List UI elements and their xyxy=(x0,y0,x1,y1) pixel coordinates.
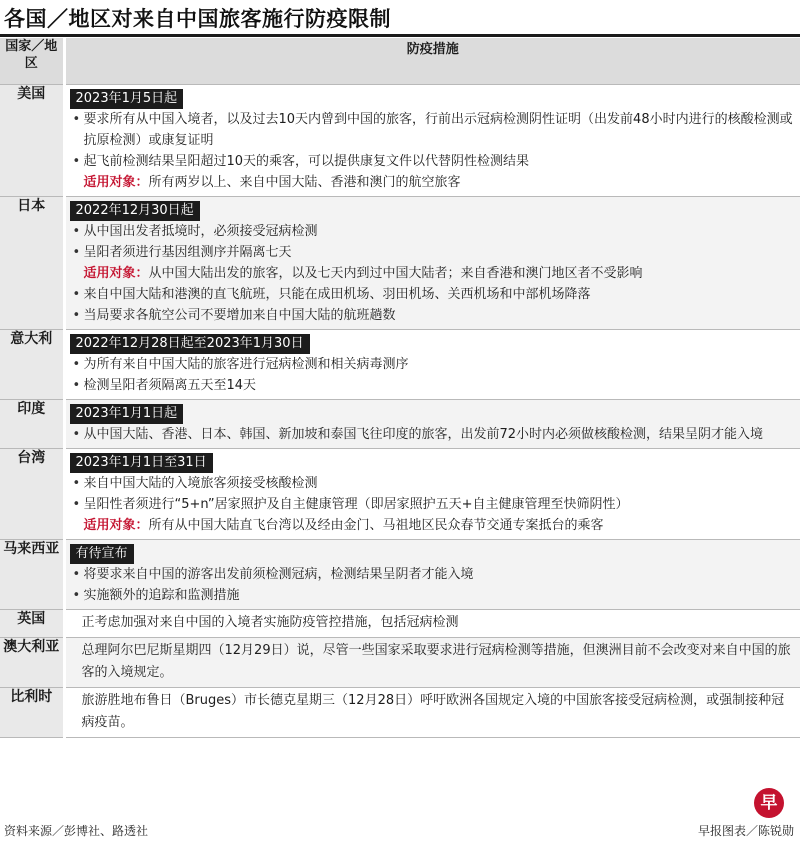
table-header-row xyxy=(0,38,800,84)
measures-cell xyxy=(64,84,800,196)
country-cell: 印度 xyxy=(0,399,64,448)
table-body xyxy=(0,84,800,737)
measure-bullet: • 实施额外的追踪和监测措施 xyxy=(70,585,797,606)
measures-cell xyxy=(64,399,800,448)
country-cell: 比利时 xyxy=(0,687,64,737)
measures-cell xyxy=(64,637,800,687)
country-cell: 英国 xyxy=(0,609,64,637)
country-cell: 台湾 xyxy=(0,448,64,539)
table-row xyxy=(0,84,800,196)
table-row xyxy=(0,637,800,687)
effective-date-tag: 2023年1月1日至31日 xyxy=(70,453,213,473)
applies-to-line xyxy=(70,172,797,193)
graphic-credit: 早报图表／陈锐勋 xyxy=(697,824,794,838)
applies-to-label: 适用对象： xyxy=(83,174,149,190)
applies-to-text: 所有两岁以上、来自中国大陆、香港和澳门的航空旅客 xyxy=(148,174,461,190)
table-row xyxy=(0,539,800,609)
effective-date-tag: 2022年12月30日起 xyxy=(70,201,200,221)
page-title: 各国／地区对来自中国旅客施行防疫限制 xyxy=(4,7,391,31)
measure-bullet: • 来自中国大陆的入境旅客须接受核酸检测 xyxy=(70,473,797,494)
applies-to-text: 从中国大陆出发的旅客，以及七天内到过中国大陆者；来自香港和澳门地区者不受影响 xyxy=(148,265,643,281)
measure-bullet: • 将要求来自中国的游客出发前须检测冠病，检测结果呈阴者才能入境 xyxy=(70,564,797,585)
table-row xyxy=(0,329,800,399)
applies-to-text: 所有从中国大陆直飞台湾以及经由金门、马祖地区民众春节交通专案抵台的乘客 xyxy=(148,517,604,533)
table-row xyxy=(0,609,800,637)
measure-bullet: • 当局要求各航空公司不要增加来自中国大陆的航班趟数 xyxy=(70,305,797,326)
applies-to-label: 适用对象： xyxy=(83,517,149,533)
table-row xyxy=(0,196,800,329)
applies-to-line xyxy=(70,263,797,284)
measures-cell xyxy=(64,609,800,637)
table-row xyxy=(0,399,800,448)
country-cell: 马来西亚 xyxy=(0,539,64,609)
country-cell: 意大利 xyxy=(0,329,64,399)
measures-column-header: 防疫措施 xyxy=(64,38,800,84)
country-column-header: 国家／地区 xyxy=(0,38,64,84)
table-row xyxy=(0,448,800,539)
measure-bullet: • 检测呈阳者须隔离五天至14天 xyxy=(70,375,797,396)
measure-text: 正考虑加强对来自中国的入境者实施防疫管控措施，包括冠病检测 xyxy=(81,614,459,630)
measures-cell xyxy=(64,448,800,539)
effective-date-tag: 2022年12月28日起至2023年1月30日 xyxy=(70,334,310,354)
applies-to-label: 适用对象： xyxy=(83,265,149,281)
measures-cell xyxy=(64,329,800,399)
effective-date-tag: 有待宣布 xyxy=(70,544,134,564)
source-note: 资料来源／彭博社、路透社 xyxy=(4,824,149,838)
measures-cell xyxy=(64,539,800,609)
zaobao-logo-icon: 早 xyxy=(754,788,784,818)
measures-cell xyxy=(64,196,800,329)
title-rule xyxy=(0,34,800,37)
measure-bullet: • 为所有来自中国大陆的旅客进行冠病检测和相关病毒测序 xyxy=(70,354,797,375)
measure-bullet: • 呈阳性者须进行“5+n”居家照护及自主健康管理（即居家照护五天+自主健康管理至快筛阴性） xyxy=(70,494,797,515)
measure-text: 旅游胜地布鲁日（Bruges）市长德克星期三（12月28日）呼吁欧洲各国规定入境的中国旅客接受冠病检测，或强制接种冠病疫苗。 xyxy=(81,692,785,730)
measure-bullet: • 呈阳者须进行基因组测序并隔离七天 xyxy=(70,242,797,263)
measures-cell xyxy=(64,687,800,737)
measure-bullet: • 从中国出发者抵境时，必须接受冠病检测 xyxy=(70,221,797,242)
country-cell: 日本 xyxy=(0,196,64,329)
table-row xyxy=(0,687,800,737)
measure-text: 总理阿尔巴尼斯星期四（12月29日）说，尽管一些国家采取要求进行冠病检测等措施，但澳洲目前不会改变对来自中国的旅客的入境规定。 xyxy=(81,642,791,680)
effective-date-tag: 2023年1月5日起 xyxy=(70,89,184,109)
effective-date-tag: 2023年1月1日起 xyxy=(70,404,184,424)
country-cell: 美国 xyxy=(0,84,64,196)
applies-to-line xyxy=(70,515,797,536)
measure-bullet: • 从中国大陆、香港、日本、韩国、新加坡和泰国飞往印度的旅客，出发前72小时内必须做核酸检测，结果呈阴才能入境 xyxy=(70,424,797,445)
country-cell: 澳大利亚 xyxy=(0,637,64,687)
measure-bullet: • 要求所有从中国入境者，以及过去10天内曾到中国的旅客，行前出示冠病检测阴性证明（出发前48小时内进行的核酸检测或抗原检测）或康复证明 xyxy=(70,109,797,151)
measure-bullet: • 起飞前检测结果呈阳超过10天的乘客，可以提供康复文件以代替阴性检测结果 xyxy=(70,151,797,172)
measures-table xyxy=(0,38,800,738)
measure-bullet: • 来自中国大陆和港澳的直飞航班，只能在成田机场、羽田机场、关西机场和中部机场降落 xyxy=(70,284,797,305)
